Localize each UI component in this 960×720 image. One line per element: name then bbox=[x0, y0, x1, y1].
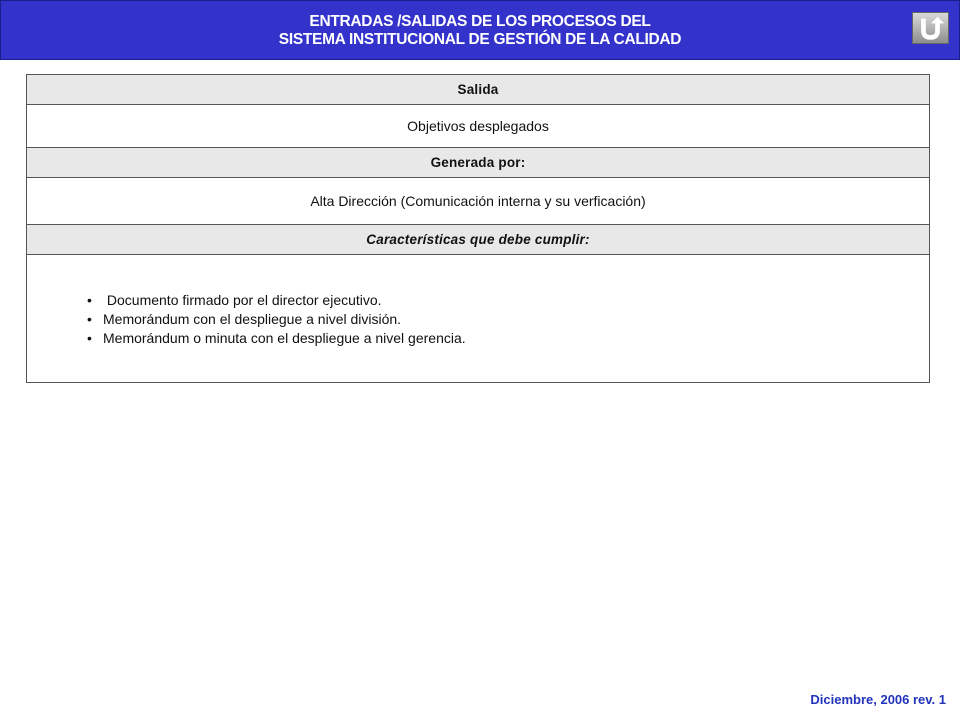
caracteristicas-list bbox=[27, 255, 929, 348]
generada-header: Generada por: bbox=[27, 147, 929, 177]
salida-header: Salida bbox=[27, 75, 929, 104]
u-turn-back-icon bbox=[913, 13, 948, 43]
salida-value: Objetivos desplegados bbox=[27, 104, 929, 147]
title-line-1: ENTRADAS /SALIDAS DE LOS PROCESOS DEL bbox=[309, 13, 651, 30]
title-line-2: SISTEMA INSTITUCIONAL DE GESTIÓN DE LA CALIDAD bbox=[278, 31, 682, 48]
page-title bbox=[1, 13, 959, 49]
list-item: • Documento firmado por el director ejecutivo. bbox=[87, 291, 929, 310]
list-item: • Memorándum o minuta con el despliegue a nivel gerencia. bbox=[87, 329, 929, 348]
header-banner bbox=[0, 0, 960, 60]
caracteristicas-cell bbox=[27, 254, 929, 382]
process-table bbox=[26, 74, 930, 383]
list-item: • Memorándum con el despliegue a nivel división. bbox=[87, 310, 929, 329]
back-button[interactable] bbox=[912, 12, 949, 44]
revision-date: Diciembre, 2006 rev. 1 bbox=[810, 692, 946, 707]
generada-value: Alta Dirección (Comunicación interna y su verficación) bbox=[27, 177, 929, 224]
caracteristicas-header: Características que debe cumplir: bbox=[27, 224, 929, 254]
